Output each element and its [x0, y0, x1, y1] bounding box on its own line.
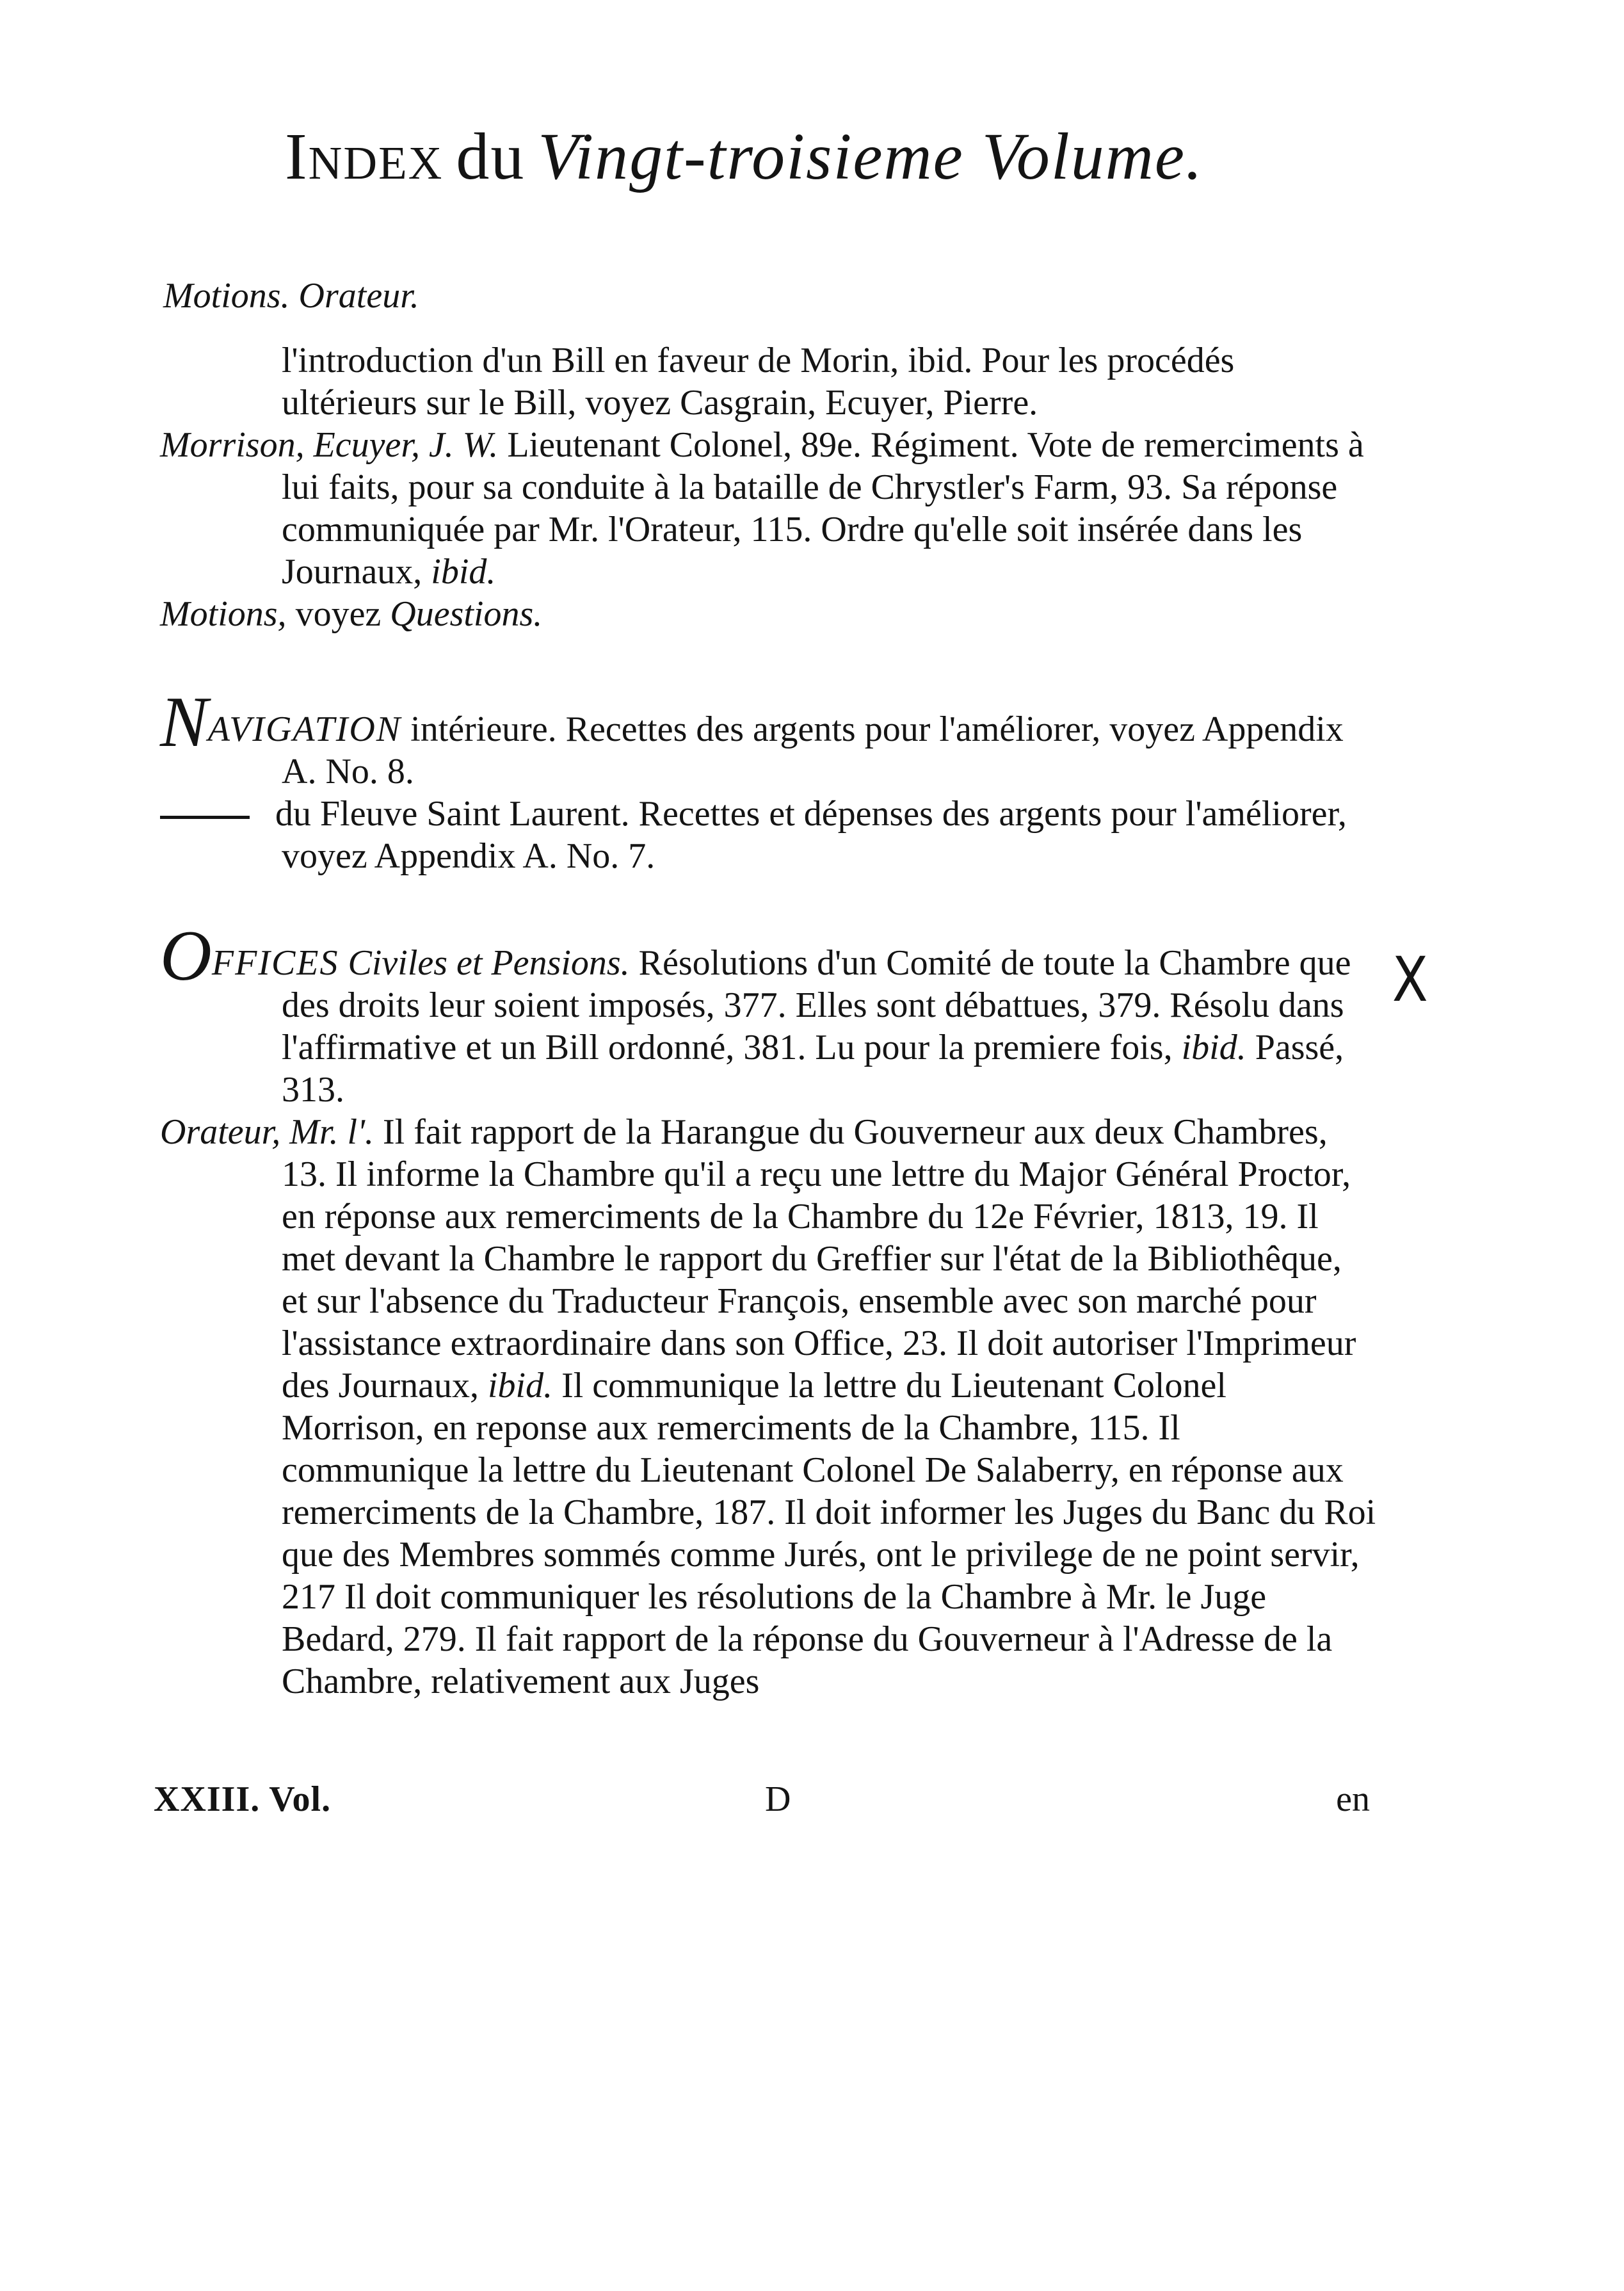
title-index: Index: [285, 120, 444, 193]
drop-letter-o: O: [160, 916, 212, 996]
entry-morrison-name: Morrison, Ecuyer, J. W.: [160, 425, 499, 465]
running-head: Motions. Orateur.: [163, 276, 419, 316]
entry-offices-ibid: ibid.: [1181, 1028, 1246, 1067]
entry-morrison-ibid: ibid.: [431, 552, 496, 592]
margin-mark: X: [1392, 944, 1428, 1016]
entry-orateur-text-2: Il communique la lettre du Lieutenant Colonel Morrison, en reponse aux remerciments de la Chambre, 115. Il communique la lettre du Lieutenant Colonel De Salaberry, en réponse aux remerciments de la Chambre, 187. Il doit informer les Juges du Banc du Roi que des Membres sommés comme Jurés, ont le privilege de ne point servir, 217 Il doit communiquer les résolutions de la Chambre à Mr. le Juge Bedard, 279. Il fait rapport de la réponse du Gouverneur à l'Adresse de la Chambre, relativement aux Juges: [282, 1366, 1376, 1701]
gathering-signature: D: [765, 1779, 791, 1819]
continuation-entry: l'introduction d'un Bill en faveur de Morin, ibid. Pour les procédés ultérieurs sur le Bill, voyez Casgrain, Ecuyer, Pierre.: [282, 341, 1235, 423]
entry-navigation-fleuve: [160, 793, 1376, 877]
section-o: [160, 916, 1376, 1703]
entry-offices-head-ital: Civiles et Pensions.: [348, 943, 630, 983]
entry-offices-text-2: Passé, 313.: [282, 1028, 1344, 1110]
entry-orateur-name: Orateur, Mr. l'.: [160, 1112, 374, 1152]
page-footer: [154, 1777, 1370, 1822]
page-title: [285, 112, 1373, 202]
entry-offices-head: FFICES: [211, 943, 339, 983]
entry-orateur-ibid: ibid.: [487, 1366, 553, 1405]
volume-signature: XXIII. Vol.: [154, 1779, 332, 1819]
entry-orateur: [160, 1111, 1376, 1703]
entry-offices: [160, 916, 1376, 1111]
section-m: [160, 339, 1376, 635]
title-volume: Vingt-troisieme Volume.: [538, 120, 1203, 193]
entry-navigation-head: AVIGATION: [207, 709, 402, 749]
entry-navigation-text: intérieure. Recettes des argents pour l'améliorer, voyez Appendix A. No. 8.: [282, 709, 1344, 791]
ditto-dash: [160, 816, 250, 819]
entry-motions: [160, 593, 1376, 635]
entry-morrison: [160, 424, 1376, 593]
entry-motions-label: Motions,: [160, 594, 287, 634]
entry-navigation-fleuve-text: du Fleuve Saint Laurent. Recettes et dépenses des argents pour l'améliorer, voyez Appendix A. No. 7.: [275, 794, 1347, 876]
entry-orateur-text-1: Il fait rapport de la Harangue du Gouverneur aux deux Chambres, 13. Il informe la Chambre qu'il a reçu une lettre du Major Général Proctor, en réponse aux remerciments de la Chambre du 12e Février, 1813, 19. Il met devant la Chambre le rapport du Greffier sur l'état de la Bibliothêque, et sur l'absence du Traducteur François, ensemble avec son marché pour l'assistance extraordinaire dans son Office, 23. Il doit autoriser l'Imprimeur des Journaux,: [282, 1112, 1356, 1405]
catchword: en: [1336, 1779, 1370, 1819]
entry-motions-ref: Questions.: [390, 594, 543, 634]
entry-navigation: [160, 683, 1376, 793]
title-du: du: [456, 120, 526, 193]
entry-morrison-text: Lieutenant Colonel, 89e. Régiment. Vote de remerciments à lui faits, pour sa conduite à la bataille de Chrystler's Farm, 93. Sa réponse communiquée par Mr. l'Orateur, 115. Ordre qu'elle soit insérée dans les Journaux,: [282, 425, 1364, 592]
entry-offices-text-1: Résolutions d'un Comité de toute la Chambre que des droits leur soient imposés, 377. Elles sont débattues, 379. Résolu dans l'affirmative et un Bill ordonné, 381. Lu pour la premiere fois,: [282, 943, 1351, 1067]
drop-letter-n: N: [160, 683, 208, 762]
section-n: [160, 683, 1376, 877]
entry-motions-voyez: voyez: [295, 594, 382, 634]
